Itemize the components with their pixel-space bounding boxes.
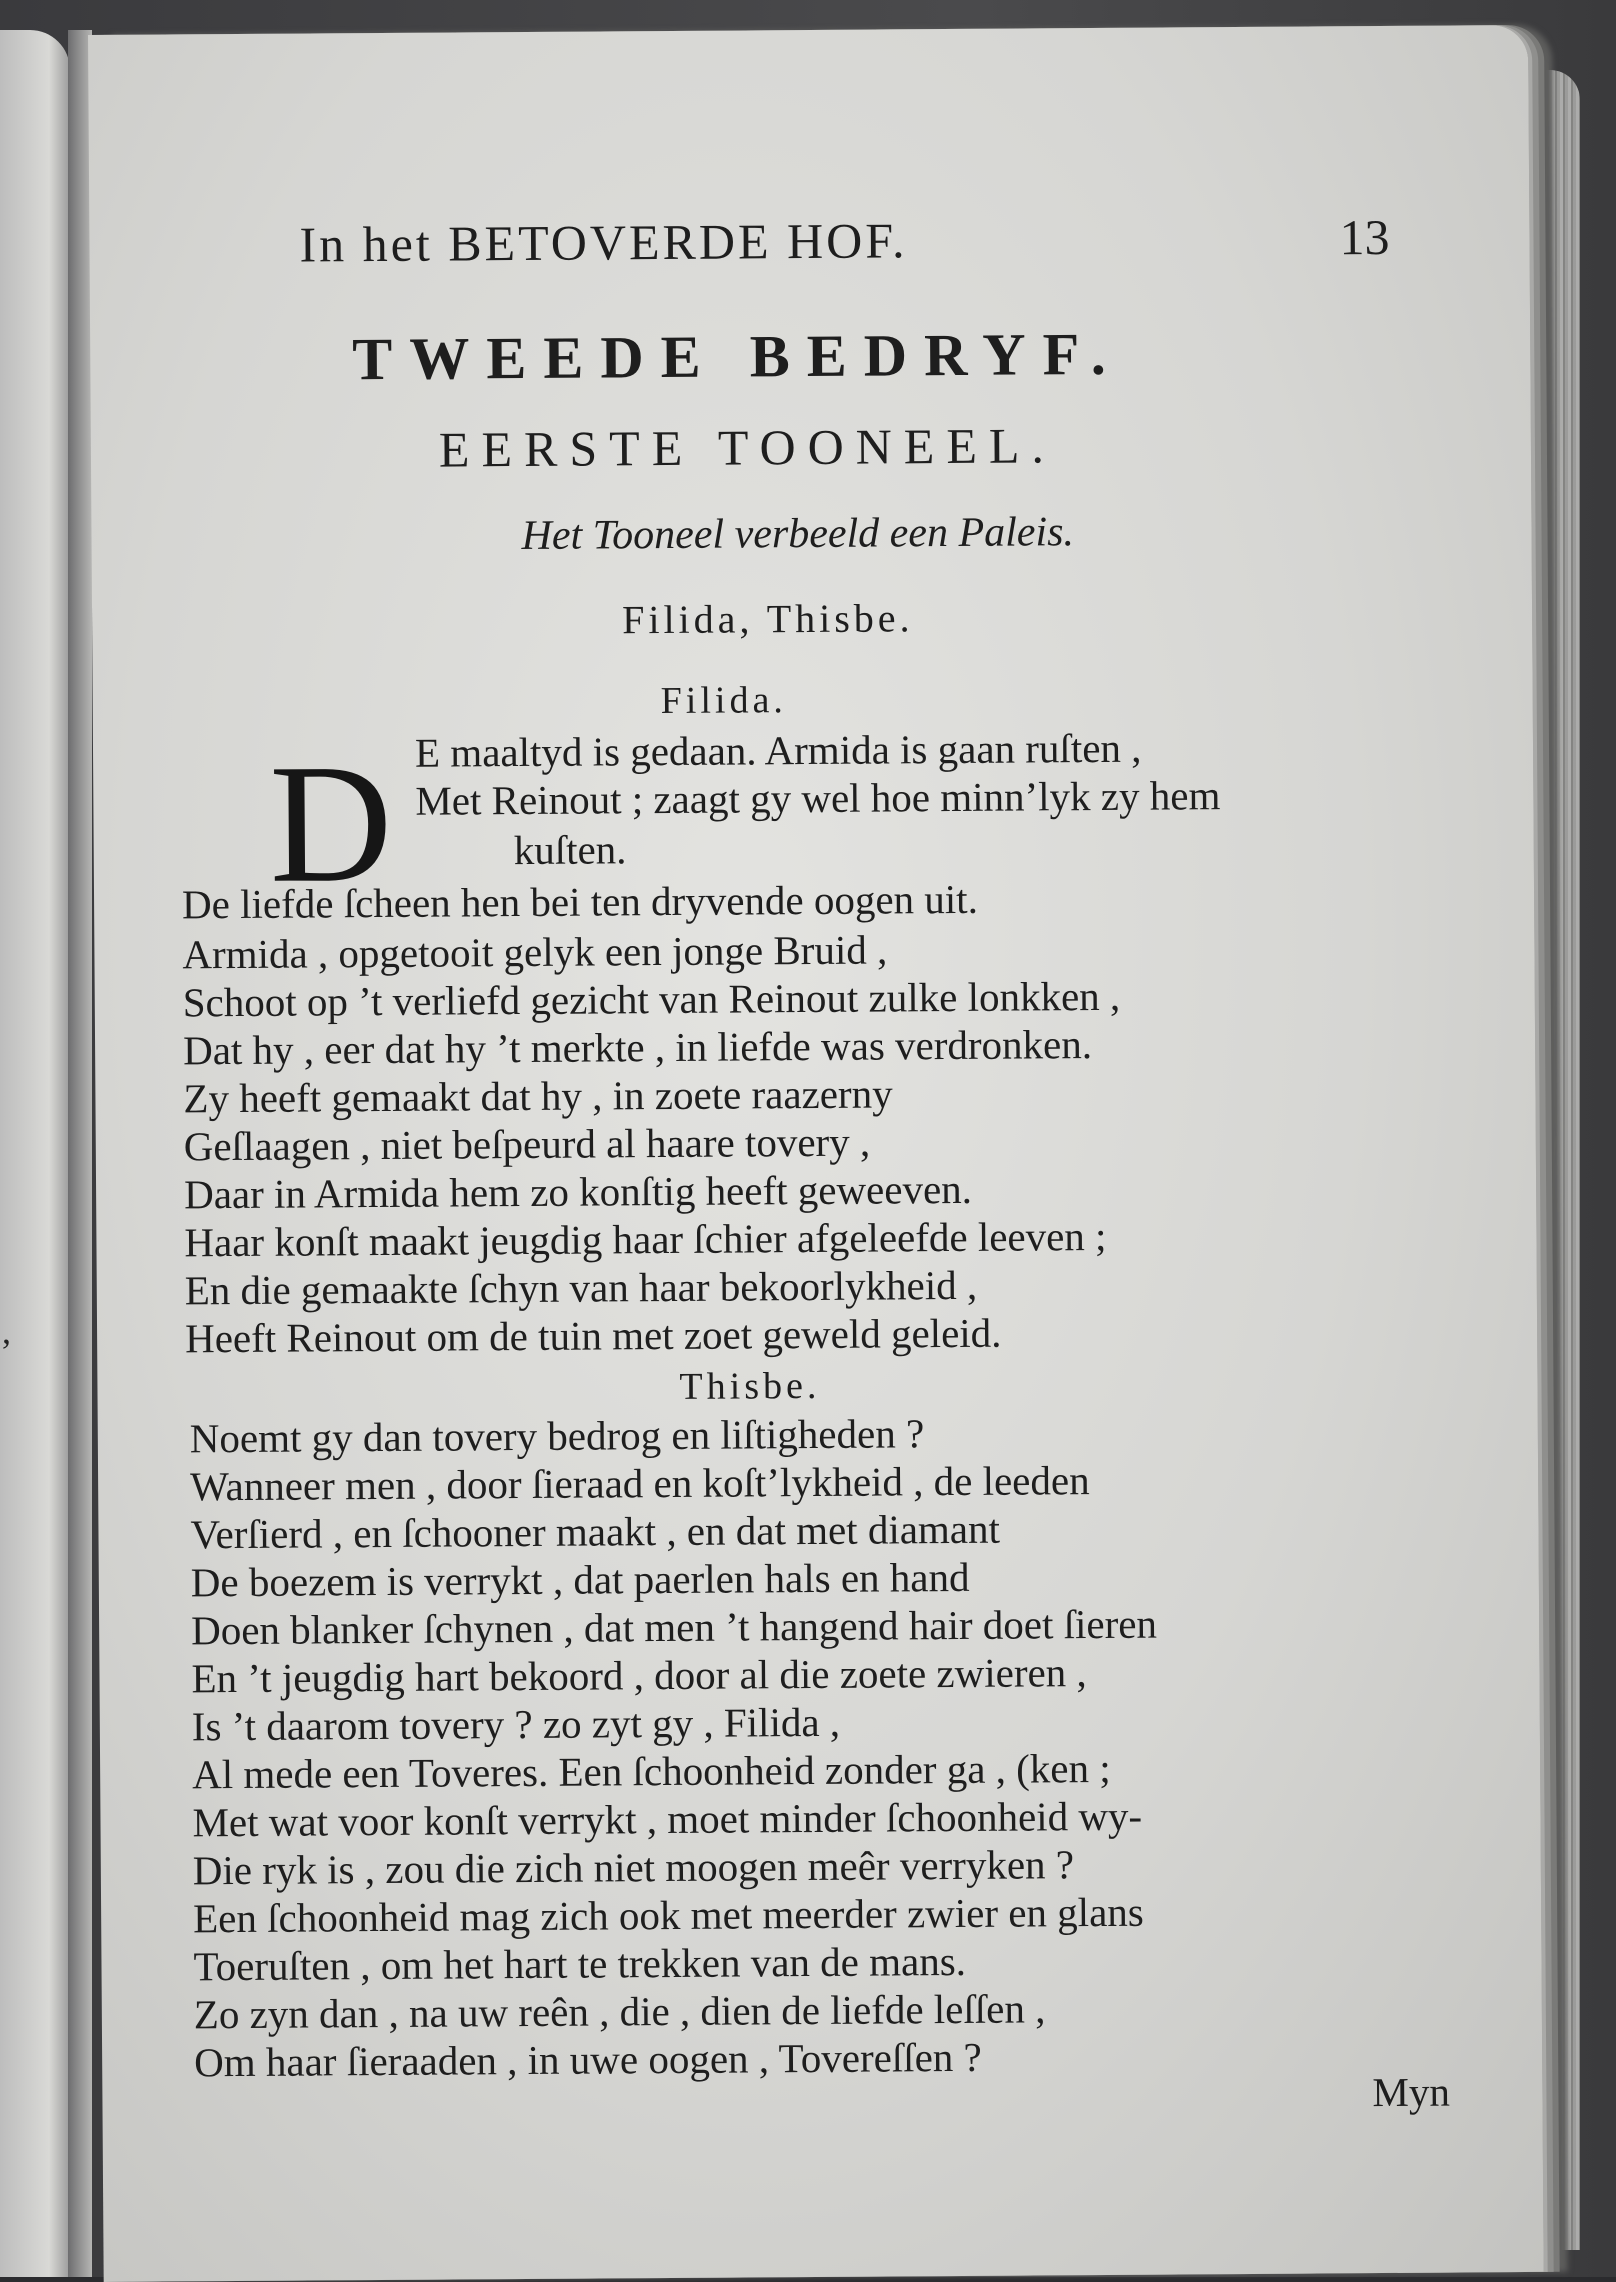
page-number: 13 xyxy=(1339,208,1390,266)
scene-title: EERSTE TOONEEL. xyxy=(438,417,1057,478)
verse-line: Wanneer men , door ſieraad en koſt’lykheid , de leeden xyxy=(189,1457,1090,1510)
verse-line: Een ſchoonheid mag zich ook met meerder zwier en glans xyxy=(193,1888,1144,1942)
verse-line: E maaltyd is gedaan. Armida is gaan ruſten , xyxy=(414,724,1142,776)
verse-line: Is ’t daarom tovery ? zo zyt gy , Filida , xyxy=(191,1698,841,1750)
catchword: Myn xyxy=(1372,2068,1451,2116)
book-page xyxy=(88,25,1544,2282)
verse-line: Noemt gy dan tovery bedrog en liſtigheden ? xyxy=(189,1410,925,1462)
verse-line: De liefde ſcheen hen bei ten dryvende oogen uit. xyxy=(181,875,979,928)
verse-line: kuſten. xyxy=(513,826,627,874)
verse-line: Daar in Armida hem zo konſtig heeft geweeven. xyxy=(183,1165,973,1218)
verse-line: Die ryk is , zou die zich niet moogen meêr verryken ? xyxy=(192,1841,1075,1894)
verse-line: Om haar ſieraaden , in uwe oogen , Tovereſſen ? xyxy=(194,2033,982,2086)
facing-page-mark: , xyxy=(2,1311,11,1351)
act-title: TWEEDE BEDRYF. xyxy=(352,320,1123,393)
verse-line: Doen blanker ſchynen , dat men ’t hangend hair doet ſieren xyxy=(190,1600,1158,1654)
speaker-name: Filida. xyxy=(660,679,788,723)
verse-line: Met Reinout ; zaagt gy wel hoe minn’lyk zy hem xyxy=(415,772,1221,824)
verse-line: Verſierd , en ſchooner maakt , en dat met diamant xyxy=(190,1505,1001,1558)
verse-line: Armida , opgetooit gelyk een jonge Bruid , xyxy=(182,926,888,978)
speaker-name: Thisbe. xyxy=(679,1364,821,1408)
verse-line: En die gemaakte ſchyn van haar bekoorlykheid , xyxy=(184,1261,978,1314)
verse-line: Schoot op ’t verliefd gezicht van Reinout zulke lonkken , xyxy=(182,972,1121,1026)
verse-line: Dat hy , eer dat hy ’t merkte , in liefde was verdronken. xyxy=(182,1021,1093,1074)
facing-page-edge xyxy=(0,30,70,2277)
verse-line: Met wat voor konſt verrykt , moet minder ſchoonheid wy- xyxy=(192,1792,1143,1846)
verse-line: Toeruſten , om het hart te trekken van de mans. xyxy=(193,1937,967,1990)
running-head: In het BETOVERDE HOF. xyxy=(299,212,908,273)
verse-line: Al mede een Toveres. Een ſchoonheid zonder ga , (ken ; xyxy=(192,1744,1111,1798)
verse-line: En ’t jeugdig hart bekoord , door al die zoete zwieren , xyxy=(191,1649,1087,1702)
verse-line: Zo zyn dan , na uw reên , die , dien de liefde leſſen , xyxy=(193,1985,1046,2038)
verse-line: De boezem is verrykt , dat paerlen hals en hand xyxy=(190,1553,970,1606)
verse-line: Heeft Reinout om de tuin met zoet geweld geleid. xyxy=(184,1309,1002,1362)
verse-line: Haar konſt maakt jeugdig haar ſchier afgeleefde leeven ; xyxy=(184,1212,1107,1266)
book-gutter xyxy=(68,30,92,2277)
verse-line: Zy heeft gemaakt dat hy , in zoete raazerny xyxy=(183,1070,893,1122)
verse-line: Geſlaagen , niet beſpeurd al haare tovery , xyxy=(183,1118,871,1170)
character-list: Filida, Thisbe. xyxy=(621,595,914,643)
drop-cap: D xyxy=(268,728,393,918)
stage-direction: Het Tooneel verbeeld een Paleis. xyxy=(521,509,1075,560)
